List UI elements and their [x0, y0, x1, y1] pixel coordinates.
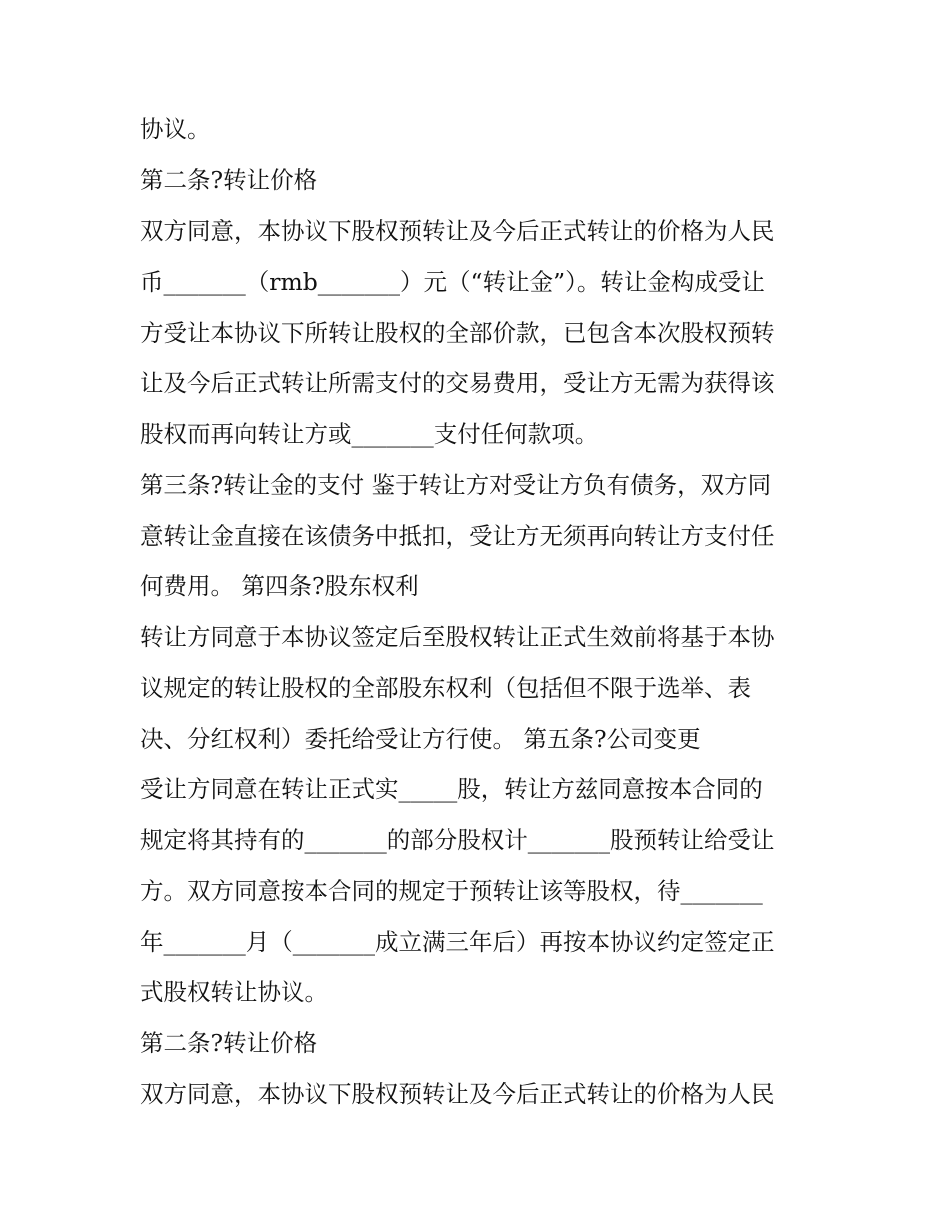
section-heading: 第二条?转让价格: [140, 1029, 318, 1057]
text-line: 转让方同意于本协议签定后至股权转让正式生效前将基于本协: [140, 623, 775, 651]
text-line: 方。双方同意按本合同的规定于预转让该等股权，待_______: [140, 877, 763, 905]
text-line: 规定将其持有的_______的部分股权计_______股预转让给受让: [140, 826, 775, 854]
text-line: 何费用。 第四条?股东权利: [140, 572, 419, 600]
text-line: 让及今后正式转让所需支付的交易费用，受让方无需为获得该: [140, 369, 775, 397]
text-line: 双方同意，本协议下股权预转让及今后正式转让的价格为人民: [140, 217, 775, 245]
text-line: 年_______月（_______成立满三年后）再按本协议约定签定正: [140, 928, 775, 956]
text-line: 股权而再向转让方或_______支付任何款项。: [140, 420, 599, 448]
text-line: 议规定的转让股权的全部股东权利（包括但不限于选举、表: [140, 674, 751, 702]
text-line: 双方同意，本协议下股权预转让及今后正式转让的价格为人民: [140, 1080, 775, 1108]
text-line: 第三条?转让金的支付 鉴于转让方对受让方负有债务，双方同: [140, 471, 772, 499]
text-line: 意转让金直接在该债务中抵扣，受让方无须再向转让方支付任: [140, 522, 775, 550]
section-heading: 第二条?转让价格: [140, 166, 318, 194]
text-line: 方受让本协议下所转让股权的全部价款，已包含本次股权预转: [140, 319, 775, 347]
text-line: 决、分红权利）委托给受让方行使。 第五条?公司变更: [140, 725, 701, 753]
text-line: 币_______（rmb_______）元（“转让金”）。转让金构成受让: [140, 268, 765, 296]
text-line: 协议。: [140, 115, 211, 143]
text-line: 式股权转让协议。: [140, 978, 328, 1006]
text-line: 受让方同意在转让正式实_____股，转让方兹同意按本合同的: [140, 775, 763, 803]
